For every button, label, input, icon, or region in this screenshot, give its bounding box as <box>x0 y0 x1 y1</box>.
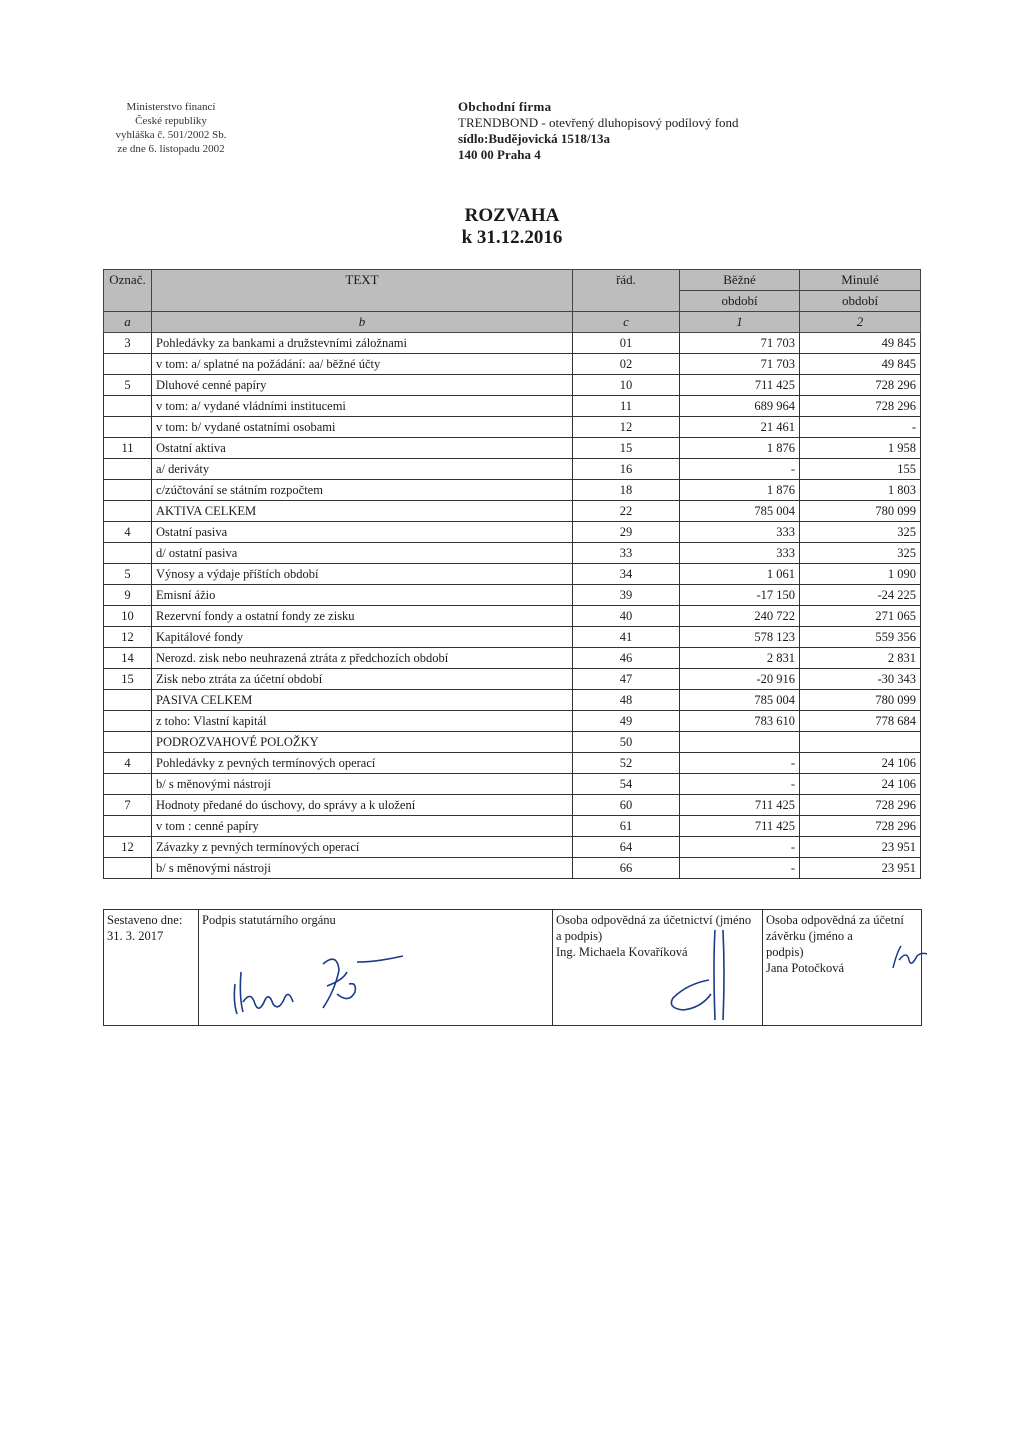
row-minule: 559 356 <box>800 627 921 648</box>
signature-footer <box>103 909 922 1026</box>
row-minule: 23 951 <box>800 858 921 879</box>
header-bezne-top: Běžné <box>680 270 800 291</box>
row-bezne: 783 610 <box>680 711 800 732</box>
row-text: Závazky z pevných termínových operací <box>152 837 573 858</box>
footer-closing-person: Jana Potočková <box>766 961 845 975</box>
firm-label: Obchodní firma <box>458 99 552 114</box>
firm-header <box>458 99 739 163</box>
row-minule: 325 <box>800 522 921 543</box>
row-oznac: 5 <box>104 564 152 585</box>
row-bezne: 689 964 <box>680 396 800 417</box>
row-bezne: 711 425 <box>680 795 800 816</box>
row-text: d/ ostatní pasiva <box>152 543 573 564</box>
row-minule: 2 831 <box>800 648 921 669</box>
row-text: v tom : cenné papíry <box>152 816 573 837</box>
row-minule: 778 684 <box>800 711 921 732</box>
header-rad: řád. <box>573 270 680 291</box>
firm-city: 140 00 Praha 4 <box>458 147 541 162</box>
row-text: Ostatní aktiva <box>152 438 573 459</box>
row-rad: 66 <box>573 858 680 879</box>
row-bezne: 240 722 <box>680 606 800 627</box>
footer-accounting-person: Ing. Michaela Kovaříková <box>556 945 688 959</box>
row-minule: 1 958 <box>800 438 921 459</box>
footer-statutory-cell <box>199 910 553 1025</box>
row-rad: 11 <box>573 396 680 417</box>
row-oznac <box>104 774 152 795</box>
row-minule: -30 343 <box>800 669 921 690</box>
table-row <box>104 711 921 732</box>
row-text: v tom: a/ vydané vládními institucemi <box>152 396 573 417</box>
row-bezne: 785 004 <box>680 690 800 711</box>
table-row <box>104 585 921 606</box>
row-minule: - <box>800 417 921 438</box>
row-rad: 64 <box>573 837 680 858</box>
row-rad: 12 <box>573 417 680 438</box>
row-oznac: 12 <box>104 837 152 858</box>
row-minule <box>800 732 921 753</box>
row-text: Emisní ážio <box>152 585 573 606</box>
row-text: v tom: b/ vydané ostatními osobami <box>152 417 573 438</box>
header-minule-bottom: období <box>800 291 921 312</box>
row-text: Pohledávky za bankami a družstevními záložnami <box>152 333 573 354</box>
accounting-signature <box>653 924 753 1024</box>
row-bezne: -17 150 <box>680 585 800 606</box>
row-text: AKTIVA CELKEM <box>152 501 573 522</box>
row-minule: 24 106 <box>800 753 921 774</box>
row-minule: 49 845 <box>800 354 921 375</box>
row-text: b/ s měnovými nástroji <box>152 858 573 879</box>
row-minule: 49 845 <box>800 333 921 354</box>
header-letter-c: c <box>573 312 680 333</box>
row-bezne: - <box>680 774 800 795</box>
balance-sheet-body <box>104 333 921 879</box>
row-oznac <box>104 732 152 753</box>
footer-closing-label-1: Osoba odpovědná za účetní závěrku (jméno a <box>766 913 904 943</box>
document-title-block <box>0 205 1024 249</box>
row-oznac: 11 <box>104 438 152 459</box>
table-row <box>104 648 921 669</box>
row-bezne: - <box>680 858 800 879</box>
header-row-middle <box>104 291 921 312</box>
row-text: v tom: a/ splatné na požádání: aa/ běžné účty <box>152 354 573 375</box>
footer-accounting-cell <box>553 910 763 1025</box>
statutory-signature <box>227 942 427 1022</box>
footer-closing-label-2: podpis) <box>766 945 804 959</box>
row-rad: 47 <box>573 669 680 690</box>
table-row <box>104 606 921 627</box>
row-bezne: 21 461 <box>680 417 800 438</box>
table-row <box>104 858 921 879</box>
row-bezne: - <box>680 837 800 858</box>
table-row <box>104 396 921 417</box>
footer-compiled-cell <box>104 910 199 1025</box>
table-row <box>104 522 921 543</box>
row-text: Kapitálové fondy <box>152 627 573 648</box>
balance-sheet-table <box>103 269 921 879</box>
header-text: TEXT <box>152 270 573 291</box>
row-oznac <box>104 690 152 711</box>
header-letter-1: 1 <box>680 312 800 333</box>
row-oznac: 10 <box>104 606 152 627</box>
row-oznac: 9 <box>104 585 152 606</box>
footer-accounting-label-2: a podpis) <box>556 929 603 943</box>
document-title: ROZVAHA <box>464 205 560 226</box>
row-bezne: 785 004 <box>680 501 800 522</box>
table-row <box>104 795 921 816</box>
header-letter-b: b <box>152 312 573 333</box>
table-row <box>104 480 921 501</box>
row-text: c/zúčtování se státním rozpočtem <box>152 480 573 501</box>
table-row <box>104 669 921 690</box>
table-row <box>104 837 921 858</box>
header-blank-rad <box>573 291 680 312</box>
row-oznac <box>104 417 152 438</box>
row-bezne: 578 123 <box>680 627 800 648</box>
row-text: Nerozd. zisk nebo neuhrazená ztráta z předchozích období <box>152 648 573 669</box>
row-text: PODROZVAHOVÉ POLOŽKY <box>152 732 573 753</box>
table-row <box>104 732 921 753</box>
ministry-line-4: ze dne 6. listopadu 2002 <box>117 143 225 155</box>
row-bezne: 711 425 <box>680 816 800 837</box>
footer-closing-cell <box>763 910 921 1025</box>
row-text: Dluhové cenné papíry <box>152 375 573 396</box>
row-oznac: 14 <box>104 648 152 669</box>
header-blank-text <box>152 291 573 312</box>
row-oznac: 7 <box>104 795 152 816</box>
row-minule: 1 090 <box>800 564 921 585</box>
row-oznac <box>104 480 152 501</box>
header-letter-a: a <box>104 312 152 333</box>
row-rad: 40 <box>573 606 680 627</box>
table-row <box>104 438 921 459</box>
row-minule: 271 065 <box>800 606 921 627</box>
row-minule: 780 099 <box>800 690 921 711</box>
row-bezne: 1 061 <box>680 564 800 585</box>
row-minule: 728 296 <box>800 396 921 417</box>
row-oznac: 3 <box>104 333 152 354</box>
row-bezne: -20 916 <box>680 669 800 690</box>
row-oznac: 4 <box>104 522 152 543</box>
table-row <box>104 417 921 438</box>
row-oznac <box>104 858 152 879</box>
row-text: a/ deriváty <box>152 459 573 480</box>
row-minule: 780 099 <box>800 501 921 522</box>
row-minule: 1 803 <box>800 480 921 501</box>
row-rad: 15 <box>573 438 680 459</box>
header-blank-oz <box>104 291 152 312</box>
table-row <box>104 375 921 396</box>
header-bezne-bottom: období <box>680 291 800 312</box>
row-oznac: 4 <box>104 753 152 774</box>
row-bezne: 333 <box>680 543 800 564</box>
header-minule-top: Minulé <box>800 270 921 291</box>
table-row <box>104 564 921 585</box>
document-date: k 31.12.2016 <box>461 227 563 248</box>
ministry-line-1: Ministerstvo financí <box>126 101 216 113</box>
row-rad: 46 <box>573 648 680 669</box>
footer-accounting-label-1: Osoba odpovědná za účetnictví (jméno <box>556 913 752 927</box>
table-row <box>104 753 921 774</box>
row-text: Zisk nebo ztráta za účetní období <box>152 669 573 690</box>
row-rad: 33 <box>573 543 680 564</box>
header-row-letters <box>104 312 921 333</box>
row-bezne: 71 703 <box>680 333 800 354</box>
row-rad: 01 <box>573 333 680 354</box>
row-rad: 52 <box>573 753 680 774</box>
row-text: PASIVA CELKEM <box>152 690 573 711</box>
row-minule: 728 296 <box>800 375 921 396</box>
table-row <box>104 501 921 522</box>
row-rad: 41 <box>573 627 680 648</box>
row-rad: 16 <box>573 459 680 480</box>
row-oznac: 5 <box>104 375 152 396</box>
row-text: z toho: Vlastní kapitál <box>152 711 573 732</box>
footer-statutory-label: Podpis statutárního orgánu <box>202 913 336 927</box>
closing-signature <box>883 938 933 978</box>
row-rad: 22 <box>573 501 680 522</box>
row-minule: -24 225 <box>800 585 921 606</box>
row-bezne <box>680 732 800 753</box>
row-rad: 39 <box>573 585 680 606</box>
row-rad: 50 <box>573 732 680 753</box>
firm-address: sídlo:Budějovická 1518/13a <box>458 131 611 146</box>
row-text: Pohledávky z pevných termínových operací <box>152 753 573 774</box>
footer-compiled-date: 31. 3. 2017 <box>107 929 164 943</box>
row-oznac <box>104 354 152 375</box>
row-oznac <box>104 501 152 522</box>
row-oznac: 12 <box>104 627 152 648</box>
row-oznac <box>104 459 152 480</box>
table-row <box>104 774 921 795</box>
header-oznac: Označ. <box>104 270 152 291</box>
row-minule: 728 296 <box>800 795 921 816</box>
row-rad: 18 <box>573 480 680 501</box>
header-row-top <box>104 270 921 291</box>
row-oznac <box>104 711 152 732</box>
row-minule: 325 <box>800 543 921 564</box>
ministry-line-3: vyhláška č. 501/2002 Sb. <box>115 129 227 141</box>
row-rad: 02 <box>573 354 680 375</box>
row-rad: 61 <box>573 816 680 837</box>
row-text: Rezervní fondy a ostatní fondy ze zisku <box>152 606 573 627</box>
row-minule: 728 296 <box>800 816 921 837</box>
row-bezne: 1 876 <box>680 438 800 459</box>
ministry-line-2: České republiky <box>135 115 207 127</box>
table-row <box>104 459 921 480</box>
table-row <box>104 543 921 564</box>
table-row <box>104 690 921 711</box>
firm-name: TRENDBOND - otevřený dluhopisový podílový fond <box>458 115 739 130</box>
row-text: b/ s měnovými nástroji <box>152 774 573 795</box>
table-row <box>104 627 921 648</box>
table-row <box>104 333 921 354</box>
row-rad: 54 <box>573 774 680 795</box>
row-bezne: 333 <box>680 522 800 543</box>
row-text: Hodnoty předané do úschovy, do správy a k uložení <box>152 795 573 816</box>
row-oznac: 15 <box>104 669 152 690</box>
row-rad: 34 <box>573 564 680 585</box>
row-oznac <box>104 816 152 837</box>
table-row <box>104 354 921 375</box>
row-oznac <box>104 396 152 417</box>
row-minule: 24 106 <box>800 774 921 795</box>
ministry-header <box>96 100 246 156</box>
row-minule: 23 951 <box>800 837 921 858</box>
row-rad: 48 <box>573 690 680 711</box>
row-minule: 155 <box>800 459 921 480</box>
row-bezne: 1 876 <box>680 480 800 501</box>
footer-compiled-label: Sestaveno dne: <box>107 913 183 927</box>
table-row <box>104 816 921 837</box>
row-bezne: 711 425 <box>680 375 800 396</box>
row-rad: 10 <box>573 375 680 396</box>
row-rad: 60 <box>573 795 680 816</box>
row-oznac <box>104 543 152 564</box>
row-rad: 49 <box>573 711 680 732</box>
row-bezne: - <box>680 753 800 774</box>
header-letter-2: 2 <box>800 312 921 333</box>
row-bezne: 2 831 <box>680 648 800 669</box>
row-bezne: 71 703 <box>680 354 800 375</box>
row-text: Výnosy a výdaje příštích období <box>152 564 573 585</box>
row-bezne: - <box>680 459 800 480</box>
row-text: Ostatní pasiva <box>152 522 573 543</box>
row-rad: 29 <box>573 522 680 543</box>
